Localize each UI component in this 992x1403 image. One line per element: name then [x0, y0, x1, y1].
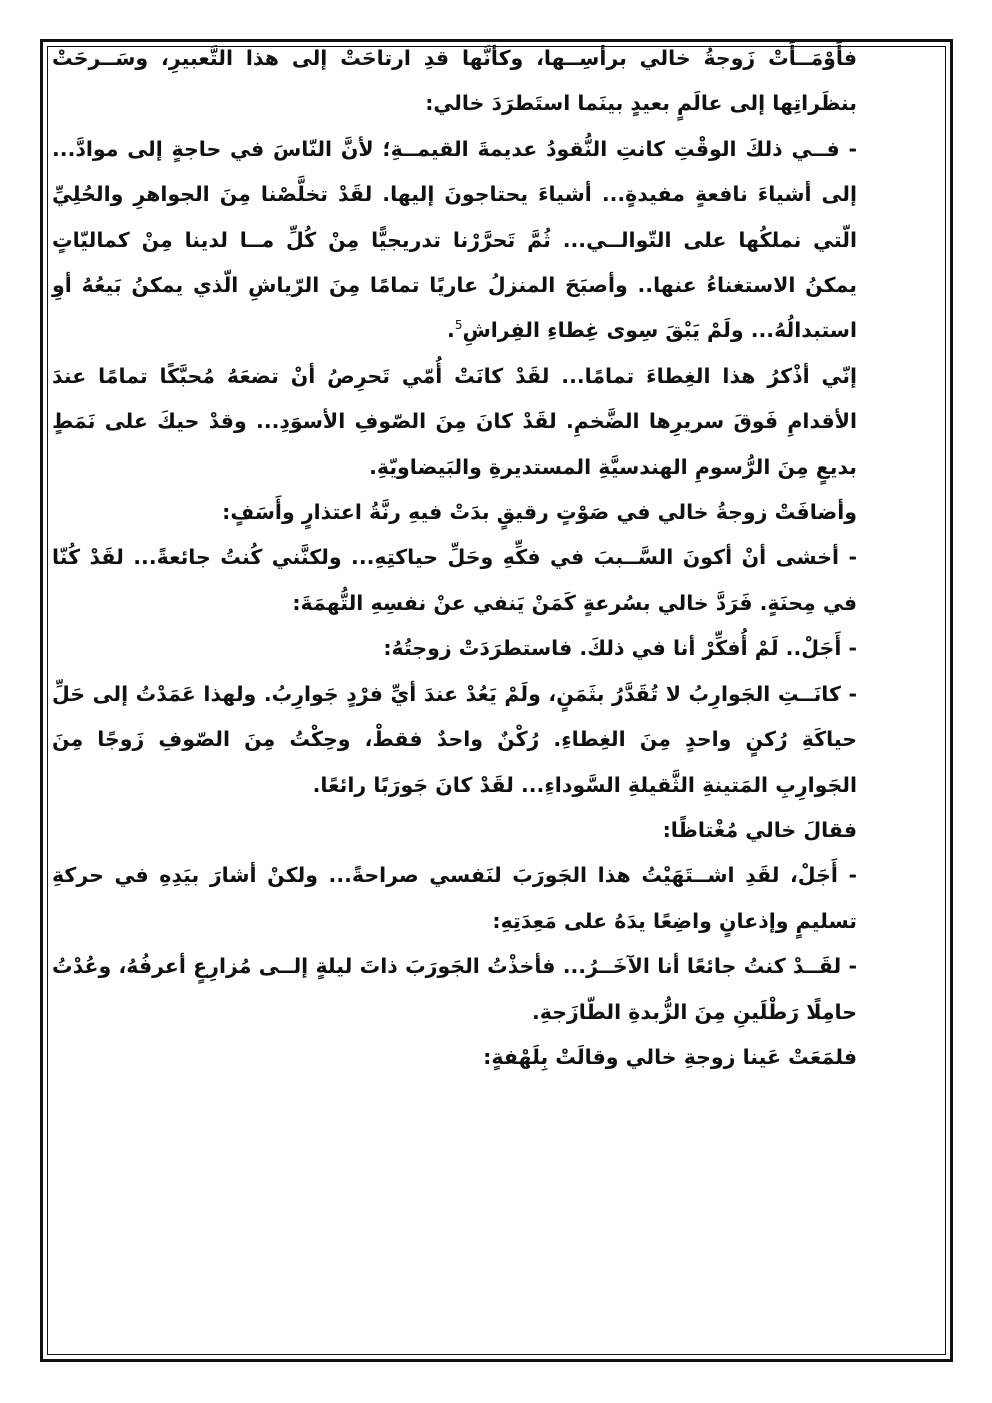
paragraph-11: فلمَعَتْ عَينا زوجةِ خالي وقالَتْ بِلَهْفةٍ: [483, 1044, 857, 1069]
paragraph-7: - كانَــتِ الجَوارِبُ لا تُقَدَّرُ بثَمَنٍ، ولَمْ يَعُدْ عندَ أيِّ فرْدٍ جَوارِبُ. ولهذا عَمَدْتُ إلى حَلِّ حياكَةِ رُكنٍ واحدٍ مِنَ الغِطاءِ. رُكْنٌ واحدٌ فقطْ، وحِكْتُ مِنَ الصّوفِ زَوجًا مِنَ الجَوارِبِ المَتينةِ الثَّقيلةِ السَّوداءِ... لقَدْ كانَ جَورَبًا رائعًا. [52, 681, 857, 797]
paragraph-3: إنّي أذْكرُ هذا الغِطاءَ تمامًا... لقَدْ كانَتْ أُمّي تَحرِصُ أنْ تضعَهُ مُحبَّكًا تمامًا عندَ الأقدامِ فَوقَ سريرِها الضَّخمِ. لقَدْ كانَ مِنَ الصّوفِ الأسوَدِ... وقدْ حيكَ على نَمَطٍ بديعٍ مِنَ الرُّسومِ الهندسيَّةِ المستديرةِ والبَيضاويّةِ. [52, 363, 857, 479]
paragraph-5: - أخشى أنْ أكونَ السَّــببَ في فكِّهِ وحَلِّ حياكتِهِ... ولكنَّني كُنتُ جائعةً... لقَدْ كُنّا في مِحنَةٍ. فَرَدَّ خالي بسُرعةٍ كَمَنْ يَنفي عنْ نفسِهِ التُّهمَةَ: [52, 545, 857, 615]
paragraph-2-period: . [447, 318, 455, 343]
paragraph-2-text: - فــي ذلكَ الوقْتِ كانتِ النُّقودُ عديمةَ القيمــةِ؛ لأنَّ النّاسَ في حاجةٍ إلى موادَّ... إلى أشياءَ نافعةٍ مفيدةٍ... أشياءَ يحتاجونَ إليها. لقَدْ تخلَّصْنا مِنَ الجواهرِ والحُلِيِّ الّتي نملكُها على التّوالــي... ثُمَّ تَحرَّرْنا تدريجيًّا مِنْ كُلِّ مــا لدينا مِنْ كماليّاتٍ يمكنُ الاستغناءُ عنها.. وأصبَحَ المنزلُ عاريًا تمامًا مِنَ الرّياشِ الّذي يمكنُ بَيعُهُ أوِ استبدالُهُ... ولَمْ يَبْقَ سِوى غِطاءِ الفِراشِ [52, 136, 857, 343]
paragraph-6: - أَجَلْ.. لَمْ أُفكِّرْ أنا في ذلكَ. فاستطرَدَتْ زوجتُهُ: [383, 636, 857, 661]
paragraph-8: فقالَ خالي مُغْتاظًا: [662, 817, 857, 842]
paragraph-9: - أَجَلْ، لقَدِ اشــتَهَيْتُ هذا الجَورَبَ لنَفسي صراحةً... ولكنْ أشارَ بيَدِهِ في حركةِ تسليمٍ وإذعانٍ واضِعًا يدَهُ على مَعِدَتِهِ: [52, 863, 857, 933]
paragraph-1: فأَوْمَــأَتْ زَوجةُ خالي برأسِــها، وكأنَّها قدِ ارتاحَتْ إلى هذا التَّعبيرِ، وسَــرحَتْ بنظَراتِها إلى عالَمٍ بعيدٍ بينَما استَطرَدَ خالي: [52, 46, 857, 116]
paragraph-2 [52, 127, 857, 354]
story-text [52, 36, 857, 1080]
footnote-reference: 5 [454, 318, 463, 333]
paragraph-10: - لقَــدْ كنتُ جائعًا أنا الآخَــرُ... فأخذْتُ الجَورَبَ ذاتَ ليلةٍ إلــى مُزارِعٍ أعرفُهُ، وعُدْتُ حامِلًا رَطْلَينِ مِنَ الزُّبدةِ الطّازَجةِ. [52, 954, 857, 1024]
paragraph-4: وأضافَتْ زوجةُ خالي في صَوْتٍ رقيقٍ بدَتْ فيهِ رنَّةُ اعتذارٍ وأَسَفٍ: [222, 500, 857, 525]
